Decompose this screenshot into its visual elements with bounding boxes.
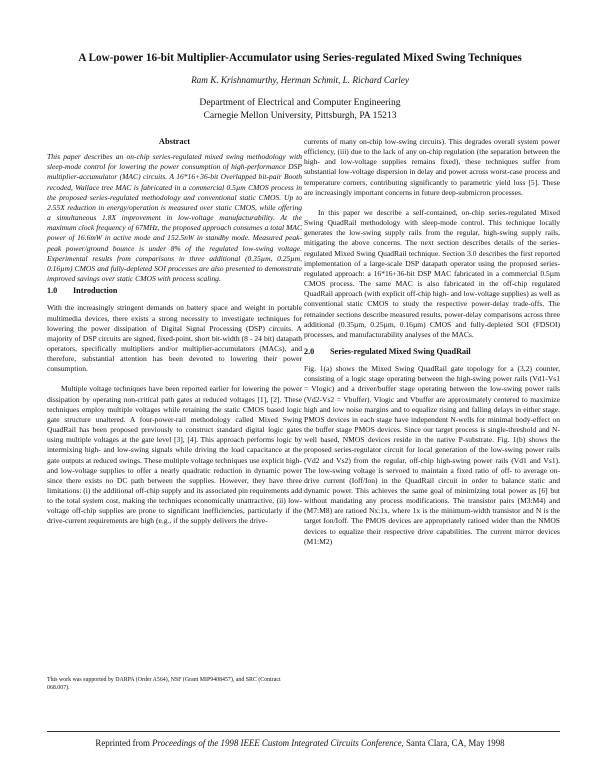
section-2-paragraph-1: Fig. 1(a) shows the Mixed Swing QuadRail gate topology for a (3,2) counter, consisting of a logic stage operating between the high-swing power rails (Vd1-Vs1 = Vlogic) and a driver/buffer stage operating between the low-swing power rails (Vd2-Vs2 = Vbuffer). Vlogic and Vbuffer are approximately centered to maximize high and low noise margins and to equalize rising and falling delays in either stage. PMOS devices in each stage have independent N-wells for minimal body-effect on the buffer stage PMOS devices. Since our target process is single-threshold and N-well based, NMOS devices reside in the native P-substrate. Fig. 1(b) shows the proposed series-regulator circuit for local generation of the low-swing power rails (Vd2 and Vs2) from the regular, off-chip high-swing power rails (Vd1 and Vs1). The low-swing voltage is servoed to maintain a fixed ratio of off- to average on-drive current (Ioff/Ion) in the QuadRail circuit in order to balance static and dynamic power. This achieves the same goal of minimizing total power as [6] but without mandating any process modifications. The transistor pairs (M3:M4) and (M7:M8) are ratioed Nx:1x, where 1x is the minimum-width transistor and N is the target Ion/Ioff. The PMOS devices are appropriately ratioed wider than the NMOS devices to equalize their respective drive capabilities. The current mirror devices (M1:M2) [304, 364, 560, 546]
footer-prefix: Reprinted from [95, 738, 153, 748]
section-1-number: 1.0 [47, 286, 58, 296]
intro-paragraph-2: Multiple voltage techniques have been reported earlier for lowering the power dissipation by operating non-critical path gates at reduced voltages [1], [2]. These techniques employ multiple voltages while retaining the static CMOS based logic gate structure unaltered. A four-power-rail methodology called Mixed Swing QuadRail has been proposed previously to construct standard digital logic gates using multiple voltages at the gate level [3], [4]. This approach performs logic by intermixing high- and low-swing signals while driving the load capacitance at the gate outputs at reduced swings. These multiple voltage techniques use explicit high- and low-voltage supplies to offer a nearly quadratic reduction in dynamic power since there exists no DC path between the supplies. However, they have three limitations: (i) the additional off-chip supply and its associated pin requirements add to the total system cost, making the techniques economically unattractive, (ii) low-voltage off-chip supplies are prone to significant inefficiencies, particularly if the drive-current requirements are high (e.g., if the supply delivers the drive- [47, 384, 302, 526]
footer-source: Proceedings of the 1998 IEEE Custom Integrated Circuits Conference [152, 738, 402, 748]
footer-divider [47, 731, 560, 732]
section-2-heading [304, 347, 560, 357]
intro-paragraph-1: With the increasingly stringent demands on battery space and weight in portable multimedia devices, there exists a strong necessity to investigate techniques for lowering the power dissipation of Digital Signal Processing (DSP) circuits. A majority of DSP circuits are signed, fixed-point, short bit-width (8 - 24 bit) datapath operators, specifically multipliers and/or multiplier-accumulators (MACs), and therefore, substantial attention has been devoted to lowering their power consumption. [47, 303, 302, 374]
right-column [304, 137, 560, 547]
reprint-footer [0, 738, 600, 748]
abstract-text: This paper describes an on-chip series-regulated mixed swing methodology with sleep-mode control for lowering the power consumption of high-performance DSP multiplier-accumulator (MAC) circuits. A 16*16+36-bit Overlapped bit-pair Booth recoded, Wallace tree MAC is fabricated in a commercial 0.5µm CMOS process in the proposed series-regulated methodology and conventional static CMOS. Up to 2.55X reduction in energy/operation is measured over static CMOS, while offering a simultaneous 1.8X improvement in low-voltage manufacturability. At the maximum clock frequency of 67MHz, the proposed approach consumes a total MAC power of 16.6mW in active mode and 152.5nW in standby mode. Measured peak-peak power/ground bounce is under 8% of the regulated low-swing voltage. Experimental results from comparisons in three additional (0.35µm, 0.25µm, 0.16µm) CMOS and fully-depleted SOI processes are also presented to demonstrate improved savings over static CMOS with process scaling. [47, 152, 302, 284]
left-column [47, 137, 302, 527]
section-2-number: 2.0 [304, 346, 315, 356]
paper-title: A Low-power 16-bit Multiplier-Accumulator using Series-regulated Mixed Swing Techniques [78, 52, 522, 64]
abstract-heading: Abstract [158, 137, 191, 146]
author-list: Ram K. Krishnamurthy, Herman Schmit, L. Richard Carley [191, 75, 409, 85]
affiliation-department: Department of Electrical and Computer Engineering [199, 97, 401, 108]
section-2-title: Series-regulated Mixed Swing QuadRail [330, 346, 471, 356]
footer-suffix: , Santa Clara, CA, May 1998 [401, 738, 505, 748]
affiliation-university: Carnegie Mellon University, Pittsburgh, PA 15213 [203, 110, 397, 121]
funding-footnote: This work was supported by DARPA (Order A564), NSF (Grant MIP9408457), and SRC (Contract 068.007). [47, 677, 281, 691]
section-1-title: Introduction [73, 286, 118, 296]
intro-paragraph-3: currents of many on-chip low-swing circuits). This degrades overall system power efficiency, (iii) due to the lack of any on-chip regulation (the separation between the high- and low-voltage supplies remains fixed), these techniques suffer from substantial low-voltage dispersion in delay and power across worst-case process and temperature corners, contributing significantly to parametric yield loss [5]. These are increasingly important concerns in future deep-submicron processes. [304, 137, 560, 197]
intro-paragraph-4: In this paper we describe a self-contained, on-chip series-regulated Mixed Swing QuadRail methodology with sleep-mode control. This technique locally generates the low-swing supply rails from the regular, high-swing supply rails, mitigating the above concerns. The next section describes details of the series-regulated Mixed Swing QuadRail technique. Section 3.0 describes the first reported implementation of a large-scale DSP datapath operator using the proposed series-regulated approach: a 16*16+36-bit DSP MAC fabricated in a commercial 0.5µm CMOS process. The same MAC is also fabricated in the off-chip regulated QuadRail approach (with explicit off-chip high- and low-voltage supplies) as well as conventional static CMOS to study the respective power-delay trade-offs. The remainder sections describe measured results, power-delay comparisons across three additional (0.35µm, 0.25µm, 0.16µm) CMOS and fully-depleted SOI (FDSOI) processes, and manufacturability analyses of the MACs. [304, 207, 560, 339]
section-1-heading [47, 286, 302, 296]
